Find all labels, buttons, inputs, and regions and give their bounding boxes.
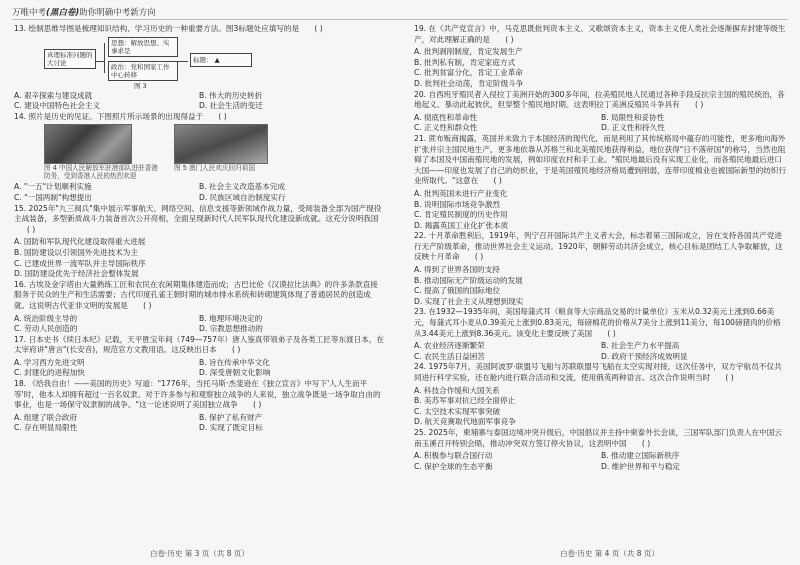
option-a[interactable]: A. 科技合作缓和大国关系 [414,385,500,395]
q23-options [414,341,788,362]
option-c[interactable]: C. 建设中国特色社会主义 [14,101,101,111]
mindmap-connector [96,61,104,62]
option-c[interactable]: C. 保护全球的生态平衡 [414,461,493,471]
q22-options [414,265,788,307]
left-column [14,24,384,434]
q17-options [14,358,384,379]
option-c[interactable]: C. 肯定殖民制度的历史作用 [414,210,508,220]
question-22 [414,231,788,263]
q25-options [414,451,788,472]
q16-text: 16. 古埃及金字塔由大量熟练工匠和农民在农闲期集体建造而成；古巴比伦《汉谟拉比法典》的许多条款直接服务于民众的生产和生活需要；古代印度孔雀王朝时期的城市排水系统和砖砌建筑体现了普通居民的创造成就。这说明古代亚非文明的发展是 [14,279,378,310]
q15-text: 15. 2025年"九三阅兵"集中展示军事航天、网络空间、信息支援等新领域作战力量，受阅装备全部为国产现役主战装备，多型新质战斗力装备首次公开亮相，全面呈现新时代人民军队现代化建设新成就。这充分说明我国 [14,203,382,224]
option-b[interactable]: B. 推动国际无产阶级运动的发展 [414,275,523,285]
figure-5 [174,124,294,180]
option-a[interactable]: A. 艰辛探索与建设成就 [14,90,93,100]
q19-options [414,47,788,89]
answer-paren: ( ) [26,224,36,234]
option-a[interactable]: A. 批判剥削制度，肯定发展生产 [414,47,523,57]
answer-paren: ( ) [607,328,616,338]
option-a[interactable]: A. "一五"计划顺利实施 [14,182,92,192]
option-d[interactable]: D. 政府干预经济成效明显 [601,351,688,361]
figure-5-caption: 图 5 澳门人民欢庆回归祖国 [174,164,255,173]
q20-text: 20. 自西班牙殖民者入侵拉丁美洲开始的300多年间，拉美殖民地人民通过各种手段反抗宗主国的殖民统治，各地起义、暴动此起彼伏，但穿整个殖民地时期。这表明拉丁美洲反殖民斗争具有 [414,89,785,110]
option-a[interactable]: A. 彻底性和革命性 [414,112,478,122]
answer-paren: ( ) [232,345,241,355]
option-d[interactable]: D. 社会生活的变迁 [199,101,263,111]
answer-paren: ( ) [218,111,227,121]
option-b[interactable]: B. 地理环境决定的 [199,313,263,323]
header-rule [12,19,788,20]
option-d[interactable]: D. 国防建设优先于经济社会整体发展 [14,269,139,279]
q17-text: 17. 日本史书《续日本纪》记载，天平胜宝年间（749—757年）唐人鉴真带领弟子及各类工匠等东渡日本，在太宰府讲"唐言"(长安音)，规范官方文教用语。这反映出日本 [14,334,385,355]
q18-text: 18. 《给我自由！——美国的历史》写道："1776年，当托马斯·杰斐逊在《独立宣言》中写下'人人生而平等'时，他本人却拥有超过一百名奴隶。对于许多参与和观察独立战争的人来说，独立战争既是一场争取自由的事业，也是一场保守奴隶制的战争。"这一论述说明了美国独立战争 [14,379,381,410]
figure-4-caption: 图 4 中国人民解放军驻港部队进驻香港防务，受到香港人民的热烈欢迎 [44,164,158,181]
option-c[interactable]: C. 提高了俄国的国际地位 [414,286,501,296]
option-a[interactable]: A. 农业经济逐渐繁荣 [414,341,485,351]
page-footer-right: 白卷·历史 第 4 页（共 8 页） [560,549,659,558]
answer-paren: ( ) [143,300,152,310]
mindmap-title-label: 标题： [193,55,213,64]
q18-options [14,413,384,434]
option-c[interactable]: C. 封建化的进程加快 [14,368,85,378]
answer-paren: ( ) [505,34,514,44]
mindmap-connector [178,61,188,62]
q23-text: 23. 在1932—1935年间，美国每蒲式耳（粮食等大宗商品交易的计量单位）玉米从0.32美元上涨到0.66美元，每蒲式耳小麦从0.39美元上涨到0.83美元，每磅棉花的价格从7美分上涨到11美分，每100磅猪肉的价格从3.44美元上涨到8.36美元。该变化主要反映了美国 [414,307,781,338]
option-c[interactable]: C. 存在明显局限性 [14,423,78,433]
mindmap-title-box: 标题： ▲ [190,53,252,68]
answer-paren: ( ) [725,373,734,382]
q21-options [414,189,788,231]
option-a[interactable]: A. 积极参与联合国行动 [414,451,493,461]
option-d[interactable]: D. 维护世界和平与稳定 [601,461,681,471]
question-16 [14,280,384,312]
q16-options [14,314,384,335]
header-prefix: 万唯中考 [12,8,47,18]
option-b[interactable]: B. 伟大的历史转折 [199,90,263,100]
answer-paren: ( ) [695,100,704,110]
question-23 [414,307,788,339]
mindmap-connector [104,43,105,73]
option-c[interactable]: C. "一国两制"构想提出 [14,192,92,202]
option-a[interactable]: A. 组建了联合政府 [14,412,78,422]
answer-paren: ( ) [474,252,484,262]
option-d[interactable]: D. 批判社会动荡，肯定阶级斗争 [414,78,524,88]
figure-row [44,124,384,180]
option-b[interactable]: B. 保护了私有财产 [199,412,263,422]
question-15 [14,204,384,236]
option-c[interactable]: C. 正义性和群众性 [414,123,478,133]
q14-options [14,182,384,203]
q21-text: 21. 蔗布贩商揭露，英国并未致力于本国经济的现代化，而是利用了其传统格局中蕴存的可能性，更多地向海外扩张并宗主国民地生产，更多地依靠从苏格兰和北美殖民地获得利益，地位获得"日不落帝国"的称号，当然也阻碍了本国及中国南殖民地的发展，例如印度农村和手工业。"殖民地最后没有实现工业化，而各殖民地最后进口大国——印度也发展了自己的纺织业，于是英国殖民地经济格局遭到削弱，连带印度棉业也被国际新型的纺织行业所取代。"这意在 [414,133,787,186]
option-c[interactable]: C. 劳动人民创造的 [14,324,78,334]
question-18 [14,379,384,411]
answer-paren: ( ) [641,438,651,448]
q24-options [414,386,788,428]
header-suffix: 助你明确中考新方向 [79,8,156,18]
option-b[interactable]: B. 推动建立国际新秩序 [601,451,680,461]
question-17 [14,335,384,356]
mindmap-figure-3 [44,37,384,89]
question-19 [414,24,788,45]
figure-3-caption: 图 3 [134,81,147,90]
q13-options [14,91,384,112]
option-a[interactable]: A. 批判英国未进行产业变化 [414,188,508,198]
q22-text: 22. 十月革命胜利后，1919年，列宁召开国际共产主义者大会，标志着第三国际成立，旨在支持各国共产党进行无产阶级革命，推动世界社会主义运动。1920年，朝鲜劳动共济会成立，核心目标是团结工人争取解放，这反映十月革命 [414,231,783,262]
option-a[interactable]: A. 统治阶级主导的 [14,313,78,323]
option-d[interactable]: D. 揭露英国工业化扩张本质 [414,220,509,230]
option-b[interactable]: B. 社会主义改造基本完成 [199,182,285,192]
option-d[interactable]: D. 航天竞赛取代地面军事竞争 [414,417,516,427]
option-c[interactable]: C. 批判贫富分化，肯定工业革命 [414,68,523,78]
option-d[interactable]: D. 实现了既定目标 [199,423,263,433]
answer-paren: ( ) [493,176,502,186]
mindmap-root: 真理标准问题的大讨论 [44,49,96,69]
question-14 [14,112,384,123]
option-d[interactable]: D. 民族区域自治制度实行 [199,192,286,202]
mindmap-node-thought: 思想：解放思想、实事求是 [108,37,178,57]
question-13 [14,24,384,35]
option-d[interactable]: D. 实现了社会主义从理想到现实 [414,296,524,306]
figure-4 [44,124,164,180]
q24-text: 24. 1975年7月，美国阿波罗·联盟号飞船与苏联联盟号飞船在太空实现对接，这次任务中，双方宇航员不仅共同进行科学实验，还在舱内进行联合活动和交流，使用俄英两种语言。这次合作说明当时 [414,362,782,382]
option-a[interactable]: A. 得到了世界各国的支持 [414,265,500,275]
page-footer-left: 白卷·历史 第 3 页（共 8 页） [150,549,249,558]
question-20 [414,90,788,111]
q19-text: 19. 在《共产党宣言》中，马克思既批判资本主义、又歌颂资本主义，资本主义使人类社会逐渐摒弃封建等级生产，对此理解正确的是 [414,24,786,44]
option-b[interactable]: B. 社会生产力水平提高 [601,341,680,351]
option-b[interactable]: B. 批判私有制，肯定家庭方式 [414,57,516,67]
option-b[interactable]: B. 旨在传承中华文化 [199,357,270,367]
option-c[interactable]: C. 已建成世界一流军队并主导国际秩序 [14,258,146,268]
right-column [414,24,788,472]
question-21 [414,134,788,187]
option-c[interactable]: C. 农民生活日益困苦 [414,351,485,361]
answer-paren: ( ) [252,400,262,410]
option-d[interactable]: D. 宗教思想推动的 [199,324,263,334]
option-b[interactable]: B. 国防建设以引领国外先进技术为主 [14,247,138,257]
q14-text: 14. 照片是历史的见证。下图照片所示场景的出现得益于 [14,111,204,121]
header-brand: (黑白卷) [46,8,80,18]
q13-text: 13. 绘制思维导图是梳理知识结构、学习历史的一种重要方法。图3标题处应填写的是 [14,24,300,33]
answer-paren: ( ) [314,24,323,33]
option-b[interactable]: B. 说明国际市场竞争激烈 [414,199,500,209]
option-b[interactable]: B. 局限性和妥协性 [601,112,665,122]
page-header [12,6,156,18]
question-24 [414,362,788,383]
q20-options [414,113,788,134]
option-d[interactable]: D. 正义性和持久性 [601,123,665,133]
option-b[interactable]: B. 美苏军事对抗已经全面停止 [414,396,516,406]
figure-5-photo [174,124,268,164]
q15-options [14,237,384,279]
mindmap-node-politics: 政治：党和国家工作中心转移 [108,61,178,81]
option-c[interactable]: C. 太空技术实现军事突破 [414,406,501,416]
option-a[interactable]: A. 学习西方先进文明 [14,357,85,367]
option-a[interactable]: A. 国防和军队现代化建设取得重大进展 [14,237,146,247]
figure-4-photo [44,124,132,164]
q25-text: 25. 2025年，柬埔寨与泰国边境冲突升级后，中国倡议并主持中柬泰外长会谈，三国军队部门负责人在中国云南玉溪召开特别会晤，推动冲突双方签订停火协议，这表明中国 [414,427,782,448]
question-25 [414,428,788,449]
option-d[interactable]: D. 深受唐朝文化影响 [199,368,271,378]
